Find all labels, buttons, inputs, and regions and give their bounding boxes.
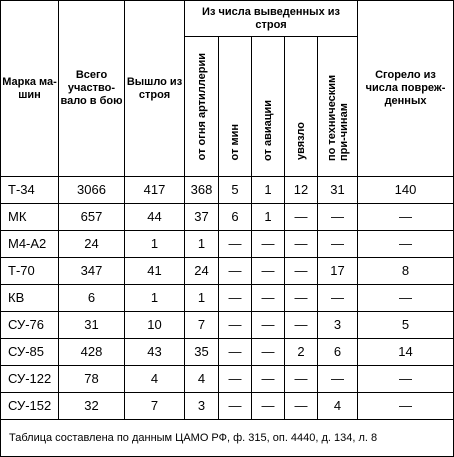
cell-mines: — [219, 366, 252, 393]
table-row [1, 258, 454, 285]
cell-technical: 6 [318, 339, 358, 366]
header-burned: Сгорело из числа повреж-денных [358, 1, 454, 177]
cell-mark: М4-А2 [1, 231, 59, 258]
cell-mark: МК [1, 204, 59, 231]
cell-lost: 41 [125, 258, 185, 285]
cell-mark: СУ-85 [1, 339, 59, 366]
cell-aviation: — [252, 258, 285, 285]
cell-lost: 10 [125, 312, 185, 339]
cell-burned: — [358, 366, 454, 393]
cell-stuck: — [285, 231, 318, 258]
cell-technical: — [318, 204, 358, 231]
cell-aviation: — [252, 393, 285, 420]
cell-mark: КВ [1, 285, 59, 312]
cell-lost: 4 [125, 366, 185, 393]
cell-mines: — [219, 339, 252, 366]
table-row [1, 366, 454, 393]
cell-artillery: 35 [185, 339, 219, 366]
cell-mines: 6 [219, 204, 252, 231]
cell-aviation: 1 [252, 177, 285, 204]
cell-total: 32 [59, 393, 125, 420]
cell-mark: Т-70 [1, 258, 59, 285]
header-mark: Марка ма-шин [1, 1, 59, 177]
cell-aviation: — [252, 312, 285, 339]
cell-artillery: 24 [185, 258, 219, 285]
cell-mark: СУ-122 [1, 366, 59, 393]
cell-aviation: 1 [252, 204, 285, 231]
cell-artillery: 37 [185, 204, 219, 231]
cell-aviation: — [252, 366, 285, 393]
cell-total: 31 [59, 312, 125, 339]
cell-lost: 44 [125, 204, 185, 231]
cell-total: 24 [59, 231, 125, 258]
table-row [1, 339, 454, 366]
cell-lost: 7 [125, 393, 185, 420]
cell-stuck: — [285, 258, 318, 285]
table-row [1, 204, 454, 231]
cell-burned: 8 [358, 258, 454, 285]
cell-technical: 4 [318, 393, 358, 420]
cell-aviation: — [252, 231, 285, 258]
cell-technical: 3 [318, 312, 358, 339]
cell-mines: 5 [219, 177, 252, 204]
cell-artillery: 368 [185, 177, 219, 204]
header-group: Из числа выведенных из строя [185, 1, 358, 37]
table-row [1, 285, 454, 312]
cell-stuck: 2 [285, 339, 318, 366]
cell-artillery: 4 [185, 366, 219, 393]
cell-mark: СУ-152 [1, 393, 59, 420]
cell-aviation: — [252, 285, 285, 312]
cell-stuck: — [285, 312, 318, 339]
cell-stuck: — [285, 204, 318, 231]
cell-stuck: 12 [285, 177, 318, 204]
cell-total: 428 [59, 339, 125, 366]
table-row [1, 177, 454, 204]
cell-aviation: — [252, 339, 285, 366]
cell-artillery: 1 [185, 285, 219, 312]
cell-mines: — [219, 393, 252, 420]
cell-technical: 17 [318, 258, 358, 285]
table-body [1, 177, 454, 420]
cell-burned: 14 [358, 339, 454, 366]
cell-mines: — [219, 231, 252, 258]
cell-mines: — [219, 312, 252, 339]
cell-lost: 43 [125, 339, 185, 366]
table-row [1, 312, 454, 339]
cell-artillery: 1 [185, 231, 219, 258]
cell-artillery: 3 [185, 393, 219, 420]
cell-total: 347 [59, 258, 125, 285]
cell-mark: СУ-76 [1, 312, 59, 339]
cell-burned: — [358, 204, 454, 231]
cell-stuck: — [285, 393, 318, 420]
header-stuck: увязло [285, 37, 318, 177]
table-row [1, 231, 454, 258]
cell-burned: — [358, 285, 454, 312]
cell-lost: 1 [125, 285, 185, 312]
cell-burned: — [358, 231, 454, 258]
header-total: Всего участво-вало в бою [59, 1, 125, 177]
cell-lost: 1 [125, 231, 185, 258]
cell-burned: 140 [358, 177, 454, 204]
cell-technical: 31 [318, 177, 358, 204]
table-row [1, 393, 454, 420]
source-note: Таблица составлена по данным ЦАМО РФ, ф. 315, оп. 4440, д. 134, л. 8 [1, 420, 454, 457]
cell-lost: 417 [125, 177, 185, 204]
header-mines: от мин [219, 37, 252, 177]
cell-stuck: — [285, 285, 318, 312]
header-technical: по техническим при-чинам [318, 37, 358, 177]
header-artillery: от огня артиллерии [185, 37, 219, 177]
cell-total: 6 [59, 285, 125, 312]
cell-mark: Т-34 [1, 177, 59, 204]
cell-mines: — [219, 258, 252, 285]
cell-total: 78 [59, 366, 125, 393]
header-lost: Вышло из строя [125, 1, 185, 177]
cell-burned: 5 [358, 312, 454, 339]
cell-total: 657 [59, 204, 125, 231]
cell-technical: — [318, 231, 358, 258]
cell-mines: — [219, 285, 252, 312]
header-aviation: от авиации [252, 37, 285, 177]
cell-burned: — [358, 393, 454, 420]
cell-stuck: — [285, 366, 318, 393]
cell-artillery: 7 [185, 312, 219, 339]
cell-total: 3066 [59, 177, 125, 204]
cell-technical: — [318, 366, 358, 393]
cell-technical: — [318, 285, 358, 312]
